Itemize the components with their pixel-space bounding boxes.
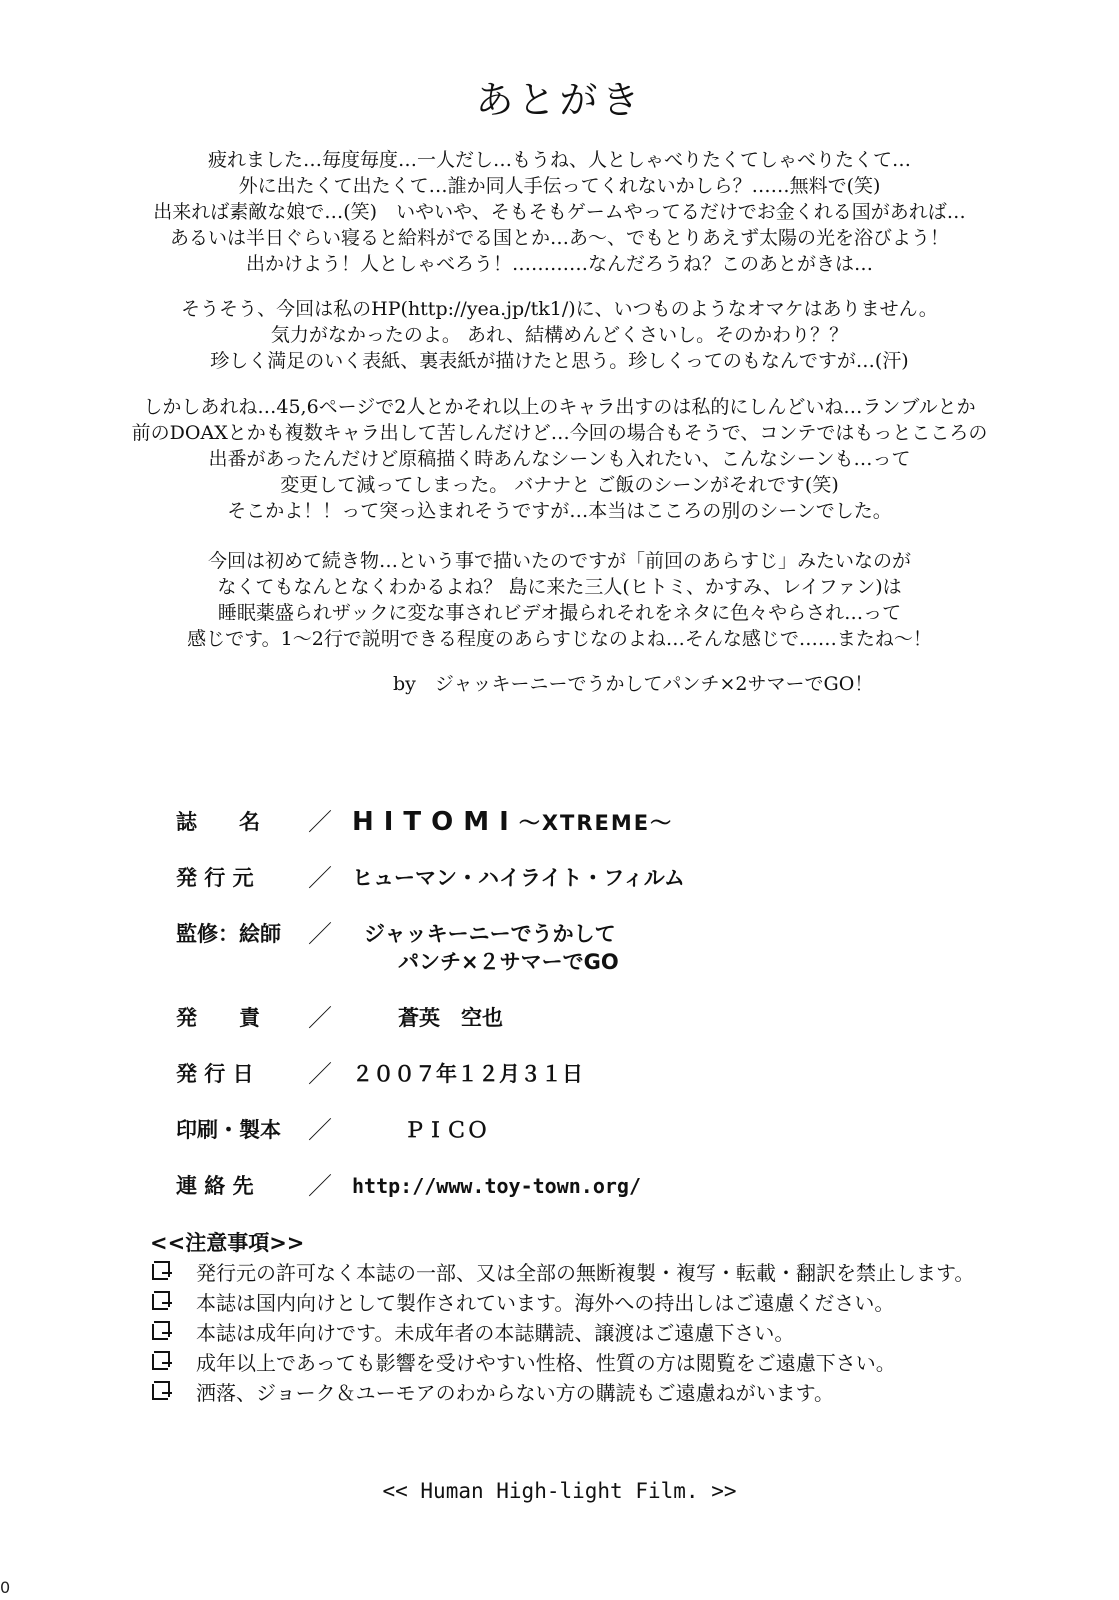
- text-line: 気力がなかったのよ。 あれ、結構めんどくさいし。そのかわり？？: [270, 324, 849, 346]
- responsible-person: 蒼英 空也: [398, 1006, 503, 1030]
- colophon-row-date: [0, 1058, 1119, 1090]
- notice-item: [150, 1348, 1050, 1378]
- artist-name-line-1: ジャッキーニーでうかして: [364, 922, 616, 946]
- colophon-row-artist-cont: [0, 946, 1119, 978]
- text-line: そこかよ！！って突っ込まれそうですが…本当はこころの別のシーンでした。: [227, 500, 892, 522]
- afterword-paragraph-4: [0, 548, 1119, 652]
- page-title: あとがき: [475, 78, 644, 122]
- text-line: 今回は初めて続き物…という事で描いたのですが「前回のあらすじ」みたいなのが: [207, 550, 911, 572]
- author-signature: by ジャッキーニーでうかしてパンチ×2サマーでGO！: [393, 673, 874, 695]
- text-line: そうそう、今回は私のHP(http://yea.jp/tk1/)に、いつものようなオマケはありません。: [181, 298, 938, 320]
- colophon-label: 発 責: [176, 1006, 260, 1030]
- colophon-separator: ／: [308, 1004, 332, 1032]
- notice-text: 洒落、ジョーク＆ユーモアのわからない方の購読もご遠慮ねがいます。: [196, 1381, 834, 1405]
- colophon-separator: ／: [308, 808, 332, 836]
- colophon-row-responsible: [0, 1002, 1119, 1034]
- text-line: 出かけよう！人としゃべろう！…………なんだろうね？このあとがきは…: [245, 253, 873, 275]
- checkbox-icon: [152, 1354, 168, 1370]
- page-number: 0: [0, 1578, 11, 1597]
- checkbox-icon: [152, 1294, 168, 1310]
- colophon-row-title: [0, 806, 1119, 838]
- text-line: あるいは半日ぐらい寝ると給料がでる国とか…あ～、でもとりあえず太陽の光を浴びよう！: [169, 227, 949, 249]
- notice-text: 本誌は成年向けです。未成年者の本誌購読、譲渡はご遠慮下さい。: [196, 1321, 795, 1345]
- afterword-paragraph-2: [0, 296, 1119, 374]
- notice-item: [150, 1288, 1050, 1318]
- colophon-label: 印刷・製本: [176, 1118, 281, 1142]
- colophon-label: 発 行 元: [176, 866, 254, 890]
- colophon-separator: ／: [308, 864, 332, 892]
- circle-footer: << Human High-light Film. >>: [382, 1479, 737, 1503]
- text-line: 出番があったんだけど原稿描く時あんなシーンも入れたい、こんなシーンも…って: [208, 448, 911, 470]
- notice-item: [150, 1378, 1050, 1408]
- artist-name-line-2: パンチ×２サマーでGO: [398, 950, 619, 974]
- text-line: しかしあれね…45,6ページで2人とかそれ以上のキャラ出すのは私的にしんどいね…ランブルとか: [143, 396, 976, 418]
- colophon-label: 連 絡 先: [176, 1174, 254, 1198]
- notice-list: [150, 1258, 1050, 1408]
- text-line: なくてもなんとなくわかるよね？ 島に来た三人(ヒトミ、かすみ、レイファン)は: [217, 576, 902, 598]
- text-line: 感じです。1～2行で説明できる程度のあらすじなのよね…そんな感じで……またね～！: [187, 628, 932, 650]
- colophon-row-publisher: [0, 862, 1119, 894]
- notice-text: 発行元の許可なく本誌の一部、又は全部の無断複製・複写・転載・翻訳を禁止します。: [196, 1261, 975, 1285]
- notice-header: [150, 1228, 304, 1258]
- text-line: 睡眠薬盛られザックに変な事されビデオ撮られそれをネタに色々やらされ…って: [217, 602, 902, 624]
- checkbox-icon: [152, 1324, 168, 1340]
- colophon-label: 監修：絵師: [176, 922, 281, 946]
- notice-item: [150, 1318, 1050, 1348]
- text-line: 出来れば素敵な娘で…(笑) いやいや、そもそもゲームやってるだけでお金くれる国があれば…: [153, 201, 966, 223]
- notice-item: [150, 1258, 1050, 1288]
- colophon-separator: ／: [308, 1116, 332, 1144]
- publish-date: ２００７年１２月３１日: [352, 1062, 583, 1086]
- publisher-name: ヒューマン・ハイライト・フィルム: [352, 866, 685, 890]
- notice-text: 本誌は国内向けとして製作されています。海外への持出しはご遠慮ください。: [196, 1291, 895, 1315]
- text-line: 疲れました…毎度毎度…一人だし…もうね、人としゃべりたくてしゃべりたくて…: [207, 149, 911, 171]
- checkbox-icon: [152, 1264, 168, 1280]
- text-line: 変更して減ってしまった。 バナナと ご飯のシーンがそれです(笑): [280, 474, 839, 496]
- colophon-separator: ／: [308, 920, 332, 948]
- text-line: 珍しく満足のいく表紙、裏表紙が描けたと思う。珍しくってのもなんですが…(汗): [210, 350, 909, 372]
- publication-title: [352, 806, 673, 839]
- printer-name: ＰＩＣＯ: [404, 1118, 488, 1142]
- publication-title-suffix: ～XTREME～: [518, 811, 674, 835]
- notice-text: 成年以上であっても影響を受けやすい性格、性質の方は閲覧をご遠慮下さい。: [196, 1351, 896, 1375]
- publication-title-main: HITOMI: [352, 807, 519, 837]
- checkbox-icon: [152, 1384, 168, 1400]
- colophon-label: 発 行 日: [176, 1062, 254, 1086]
- colophon-row-contact: [0, 1170, 1119, 1202]
- afterword-paragraph-1: [0, 147, 1119, 277]
- text-line: 前のDOAXとかも複数キャラ出して苦しんだけど…今回の場合もそうで、コンテではもっとこころの: [131, 422, 988, 444]
- notice-header-text: <<注意事項>>: [150, 1231, 305, 1255]
- afterword-paragraph-3: [0, 394, 1119, 524]
- colophon-separator: ／: [308, 1172, 332, 1200]
- contact-url: http://www.toy-town.org/: [352, 1174, 641, 1198]
- colophon-separator: ／: [308, 1060, 332, 1088]
- text-line: 外に出たくて出たくて…誰か同人手伝ってくれないかしら？……無料で(笑): [238, 175, 881, 197]
- colophon-label: 誌 名: [176, 810, 260, 834]
- colophon-row-printer: [0, 1114, 1119, 1146]
